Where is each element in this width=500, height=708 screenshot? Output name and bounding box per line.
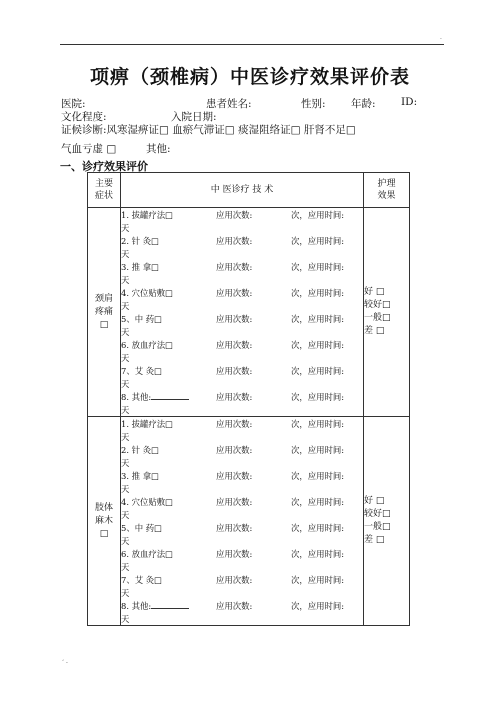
other-blank-field[interactable]: [151, 391, 189, 400]
nursing-option-poor[interactable]: 差 □: [364, 535, 385, 545]
other-blank-field[interactable]: [151, 600, 189, 609]
nursing-header: 护理 效果: [364, 173, 410, 208]
footer-mark: ‘ -: [62, 659, 68, 666]
symptom-checkbox[interactable]: □: [99, 528, 109, 539]
technique-item: 7、艾 灸□ 应用次数: 次，应用时间: 天: [121, 575, 345, 598]
technique-item: 1. 拔罐疗法□ 应用次数: 次，应用时间: 天: [121, 419, 345, 442]
education-row: [61, 109, 441, 123]
table-row: [88, 417, 410, 626]
hospital-label: 医院:: [61, 98, 86, 110]
technique-list: [121, 417, 364, 626]
syndrome-option: 肝肾不足□: [303, 124, 356, 136]
patient-info-row: [61, 96, 441, 110]
symptom-header: 主要 症状: [88, 173, 121, 208]
syndrome-option: 痰湿阻络证□: [238, 124, 301, 136]
technique-header: 中 医诊疗 技 术: [121, 173, 364, 208]
technique-item: 4. 穴位贴敷□ 应用次数: 次，应用时间: 天: [121, 288, 345, 311]
syndrome-option: 血瘀气滞证□: [172, 124, 235, 136]
evaluation-table: [87, 172, 410, 626]
syndrome-option: 风寒湿痹证□: [106, 124, 169, 136]
table-header-row: [88, 173, 410, 208]
technique-item: 8. 其他: 应用次数: 次，应用时间: 天: [121, 601, 345, 624]
technique-item: 1. 拔罐疗法□ 应用次数: 次，应用时间: 天: [121, 210, 345, 233]
symptom-checkbox[interactable]: □: [99, 319, 109, 330]
syndrome-row: [61, 122, 356, 137]
technique-item: 2. 针 灸□ 应用次数: 次，应用时间: 天: [121, 445, 345, 468]
nursing-option-better[interactable]: 较好□: [364, 300, 391, 310]
nursing-option-fair[interactable]: 一般□: [364, 313, 391, 323]
technique-item: 2. 针 灸□ 应用次数: 次，应用时间: 天: [121, 236, 345, 259]
nursing-option-good[interactable]: 好 □: [364, 496, 385, 506]
nursing-effect-cell: [364, 417, 410, 626]
document-title: 项痹（颈椎病）中医诊疗效果评价表: [89, 66, 410, 88]
symptom-cell: 颈肩 疼痛 □: [88, 208, 121, 417]
section-title: 一、诊疗效果评价: [60, 160, 148, 173]
nursing-option-better[interactable]: 较好□: [364, 509, 391, 519]
technique-item: 8. 其他: 应用次数: 次，应用时间: 天: [121, 392, 345, 415]
syndrome-option: 气血亏虚 □: [61, 143, 117, 155]
admission-date-label: 入院日期:: [171, 111, 217, 123]
technique-item: 6. 放血疗法□ 应用次数: 次，应用时间: 天: [121, 340, 345, 363]
education-label: 文化程度:: [61, 111, 107, 123]
symptom-cell: 肢体 麻木 □: [88, 417, 121, 626]
syndrome-label: 证候诊断:: [61, 124, 107, 136]
gender-label: 性别:: [301, 98, 326, 110]
technique-list: [121, 208, 364, 417]
technique-item: 4. 穴位贴敷□ 应用次数: 次，应用时间: 天: [121, 497, 345, 520]
syndrome-other-label: 其他:: [146, 143, 171, 155]
nursing-effect-cell: [364, 208, 410, 417]
technique-item: 6. 放血疗法□ 应用次数: 次，应用时间: 天: [121, 549, 345, 572]
technique-item: 5、中 药□ 应用次数: 次，应用时间: 天: [121, 523, 345, 546]
technique-item: 7、艾 灸□ 应用次数: 次，应用时间: 天: [121, 366, 345, 389]
technique-item: 3. 推 拿□ 应用次数: 次，应用时间: 天: [121, 471, 345, 494]
nursing-option-poor[interactable]: 差 □: [364, 326, 385, 336]
nursing-option-fair[interactable]: 一般□: [364, 522, 391, 532]
technique-item: 5、中 药□ 应用次数: 次，应用时间: 天: [121, 314, 345, 337]
header-rule: [60, 44, 444, 45]
corner-mark: ·: [440, 36, 442, 43]
table-row: [88, 208, 410, 417]
id-label: ID:: [401, 96, 418, 108]
age-label: 年龄:: [351, 98, 376, 110]
nursing-option-good[interactable]: 好 □: [364, 287, 385, 297]
technique-item: 3. 推 拿□ 应用次数: 次，应用时间: 天: [121, 262, 345, 285]
syndrome-extra-row: [61, 141, 261, 155]
patient-name-label: 患者姓名:: [206, 98, 252, 110]
